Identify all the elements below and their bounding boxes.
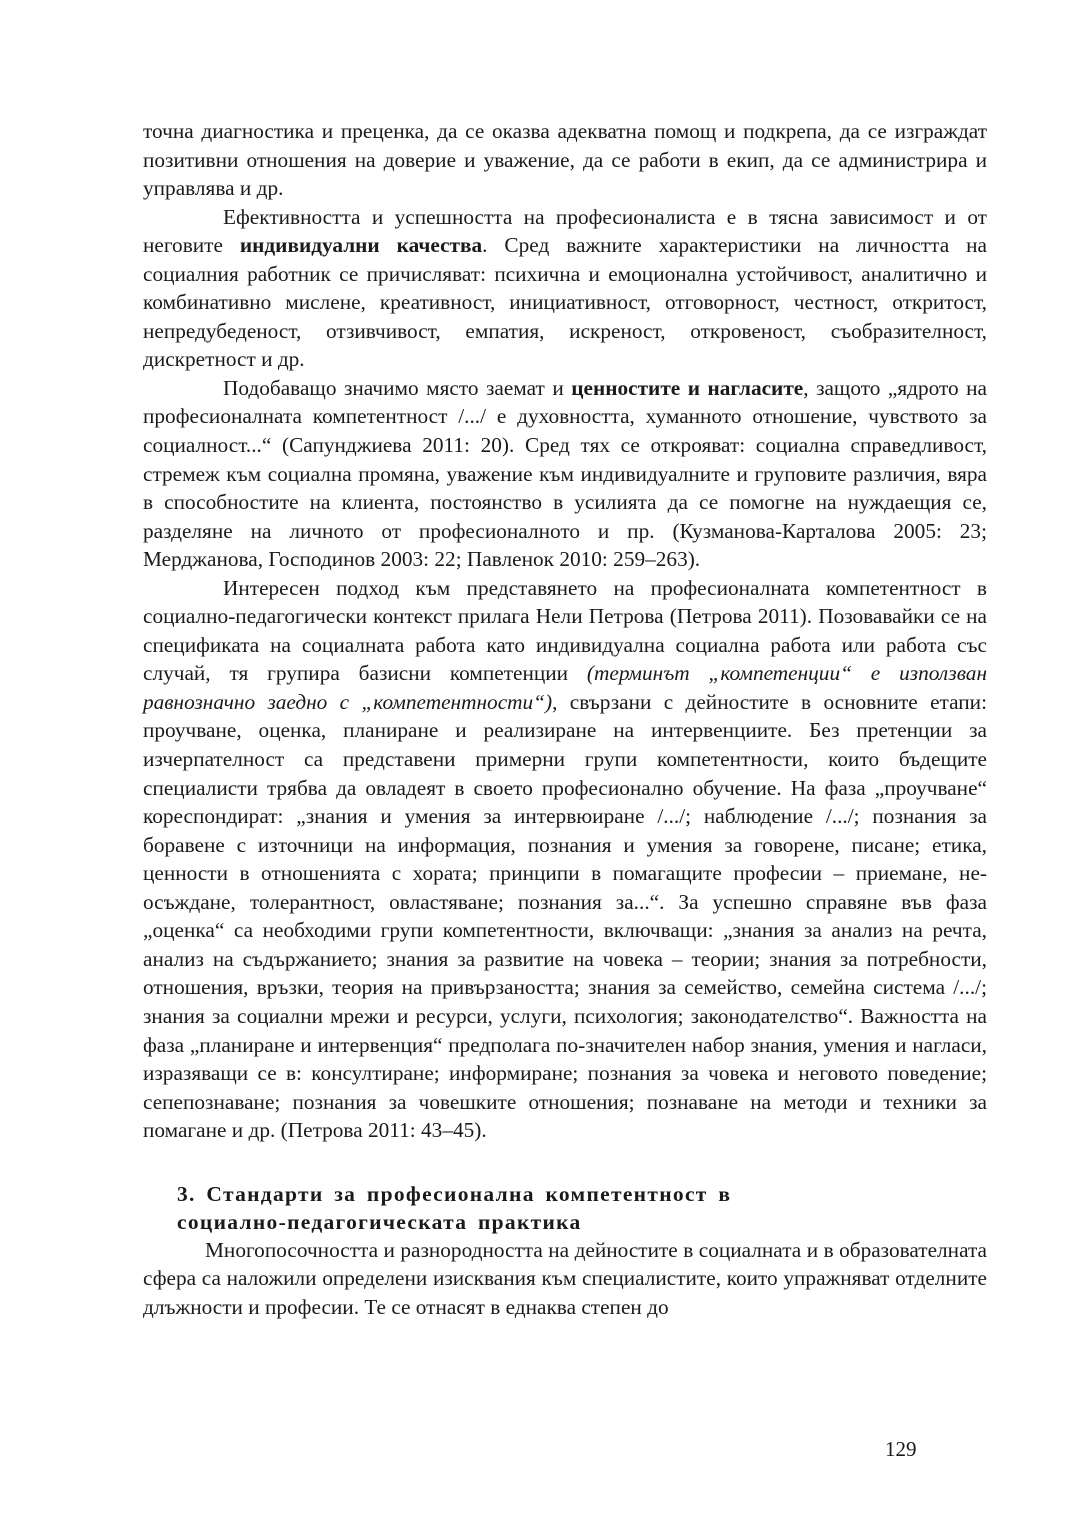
section-heading (143, 1180, 987, 1236)
paragraph-2-text-after: . Сред важните характеристики на личността на социалния работник се причисляват: психична и емоционална устойчивост, аналитично и комбинативно мислене, креативност, инициативност, отговорност, честност, откритост, непредубеденост, отзивчивост, емпатия, искреност, откровеност, съобразителност, дискретност и др. (143, 233, 987, 372)
paragraph-2-text-before: Ефективността и успешността на професионалиста е в тясна зависимост и от неговите (143, 204, 987, 258)
paragraph-1-text: точна диагностика и преценка, да се оказва адекватна помощ и подкрепа, да се изграждат позитивни отношения на доверие и уважение, да се работи в екип, да се администрира и управлява и др. (143, 119, 987, 201)
section-heading-line-1: 3. Стандарти за професионална компетентност в (177, 1181, 732, 1206)
paragraph-3-text-before: Подобаващо значимо място заемат и (223, 375, 572, 400)
paragraph-4-text-after: , свързани с дейностите в основните етапи: проучване, оценка, планиране и реализиране на интервенциите. Без претенции за изчерпателност са представени примерни групи компетентности, които бъдещите специалисти трябва да овладеят в своето професионално обучение. На фаза „проучване“ кореспондират: „знания и умения за интервюиране /.../; наблюдение /.../; познания за боравене с източници на информация, познания и умения за говорене, писане; етика, ценности в отношенията с хората; принципи в помагащите професии – приемане, не-осъждане, толерантност, овластяване; познания за...“. За успешно справяне във фаза „оценка“ са необходими групи компетентности, включващи: „знания за анализ на речта, анализ на съдържанието; знания за развитие на човека – теории; знания за потребности, отношения, връзки, теория на привързаността; знания за семейство, семейна система /.../; знания за социални мрежи и ресурси, услуги, психология; законодателство“. Важността на фаза „планиране и интервенция“ предполага по-значителен набор знания, умения и нагласи, изразяващи се в: консултиране; информиране; познания за човека и неговото поведение; сепепознаване; познания за човешките отношения; познаване на методи и техники за помагане и др. (Петрова 2011: 43–45). (143, 689, 987, 1143)
page-number: 129 (885, 1437, 917, 1461)
paragraph-5-text: Многопосочността и разнородността на дейностите в социалната и в образователната сфера са наложили определени изисквания към специалистите, които упражняват отделните длъжности и професии. Те се отнасят в еднаква степен до (143, 1237, 987, 1319)
section-heading-line-2: социално-педагогическата практика (177, 1209, 582, 1234)
paragraph-3-bold-term: ценностите и нагласите (571, 375, 804, 400)
paragraph-3-text-after: , защото „ядрото на професионалната компетентност /.../ е духовността, хуманното отношение, чувството за социалност...“ (Сапунджиева 2011: 20). Сред тях се открояват: социална справедливост, стремеж към социална промяна, уважение към индивидуалните и груповите различия, вяра в способностите на клиента, постоянство в усилията да се помогне на нуждаещия се, разделяне на личното от професионалното и пр. (Кузманова-Карталова 2005: 23; Мерджанова, Господинов 2003: 22; Павленок 2010: 259–263). (143, 375, 987, 572)
paragraph-2 (143, 203, 987, 374)
paragraph-4-text-before: Интересен подход към представянето на професионалната компетентност в социално-педагогически контекст прилага Нели Петрова (Петрова 2011). Позовавайки се на спецификата на социалната работа като индивидуална социална работа или работа със случай, тя групира базисни компетенции (143, 575, 987, 686)
paragraph-3 (143, 374, 987, 574)
paragraph-5 (143, 1236, 987, 1322)
paragraph-4-italic-note: (терминът „компетенции“ е използван равнозначно заедно с „компетентности“) (143, 661, 988, 714)
document-page (143, 117, 987, 1321)
paragraph-2-bold-term: индивидуални качества (239, 233, 483, 258)
paragraph-4 (143, 574, 987, 1145)
paragraph-1 (143, 117, 987, 203)
